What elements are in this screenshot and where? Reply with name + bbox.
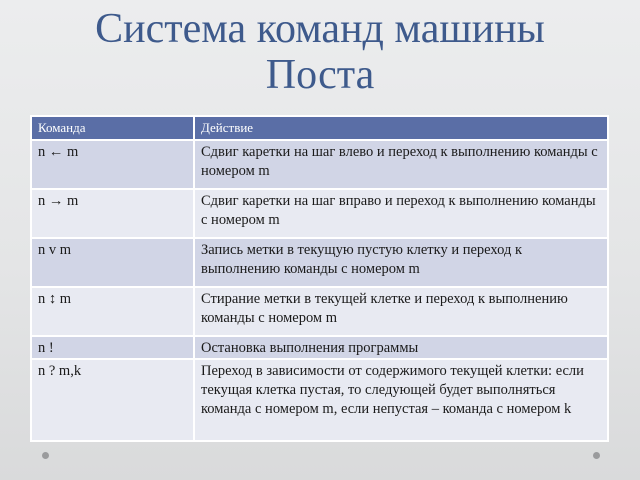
command-cell: n ← m bbox=[31, 140, 194, 189]
action-cell: Остановка выполнения программы bbox=[194, 336, 608, 359]
table-row bbox=[31, 359, 608, 441]
command-cell: n v m bbox=[31, 238, 194, 287]
command-cell: n ? m,k bbox=[31, 359, 194, 441]
table-row bbox=[31, 287, 608, 336]
command-cell: n ↕ m bbox=[31, 287, 194, 336]
slide-title-line-2: Поста bbox=[265, 52, 375, 98]
table-row bbox=[31, 238, 608, 287]
table-row bbox=[31, 336, 608, 359]
decorative-dot-right bbox=[593, 452, 600, 459]
table-row bbox=[31, 140, 608, 189]
action-cell: Сдвиг каретки на шаг вправо и переход к выполнению команды с номером m bbox=[194, 189, 608, 238]
table-header-row bbox=[31, 116, 608, 140]
action-cell: Переход в зависимости от содержимого текущей клетки: если текущая клетка пустая, то следующей будет выполняться команда с номером m, если непустая – команда с номером k bbox=[194, 359, 608, 441]
action-cell: Сдвиг каретки на шаг влево и переход к выполнению команды с номером m bbox=[194, 140, 608, 189]
column-header-action: Действие bbox=[194, 116, 608, 140]
command-cell: n → m bbox=[31, 189, 194, 238]
action-cell: Запись метки в текущую пустую клетку и переход к выполнению команды с номером m bbox=[194, 238, 608, 287]
table-row bbox=[31, 189, 608, 238]
decorative-dot-left bbox=[42, 452, 49, 459]
command-cell: n ! bbox=[31, 336, 194, 359]
action-cell: Стирание метки в текущей клетке и переход к выполнению команды с номером m bbox=[194, 287, 608, 336]
slide-title bbox=[0, 6, 640, 98]
commands-table bbox=[30, 115, 609, 442]
column-header-command: Команда bbox=[31, 116, 194, 140]
slide-title-line-1: Система команд машины bbox=[95, 6, 545, 52]
